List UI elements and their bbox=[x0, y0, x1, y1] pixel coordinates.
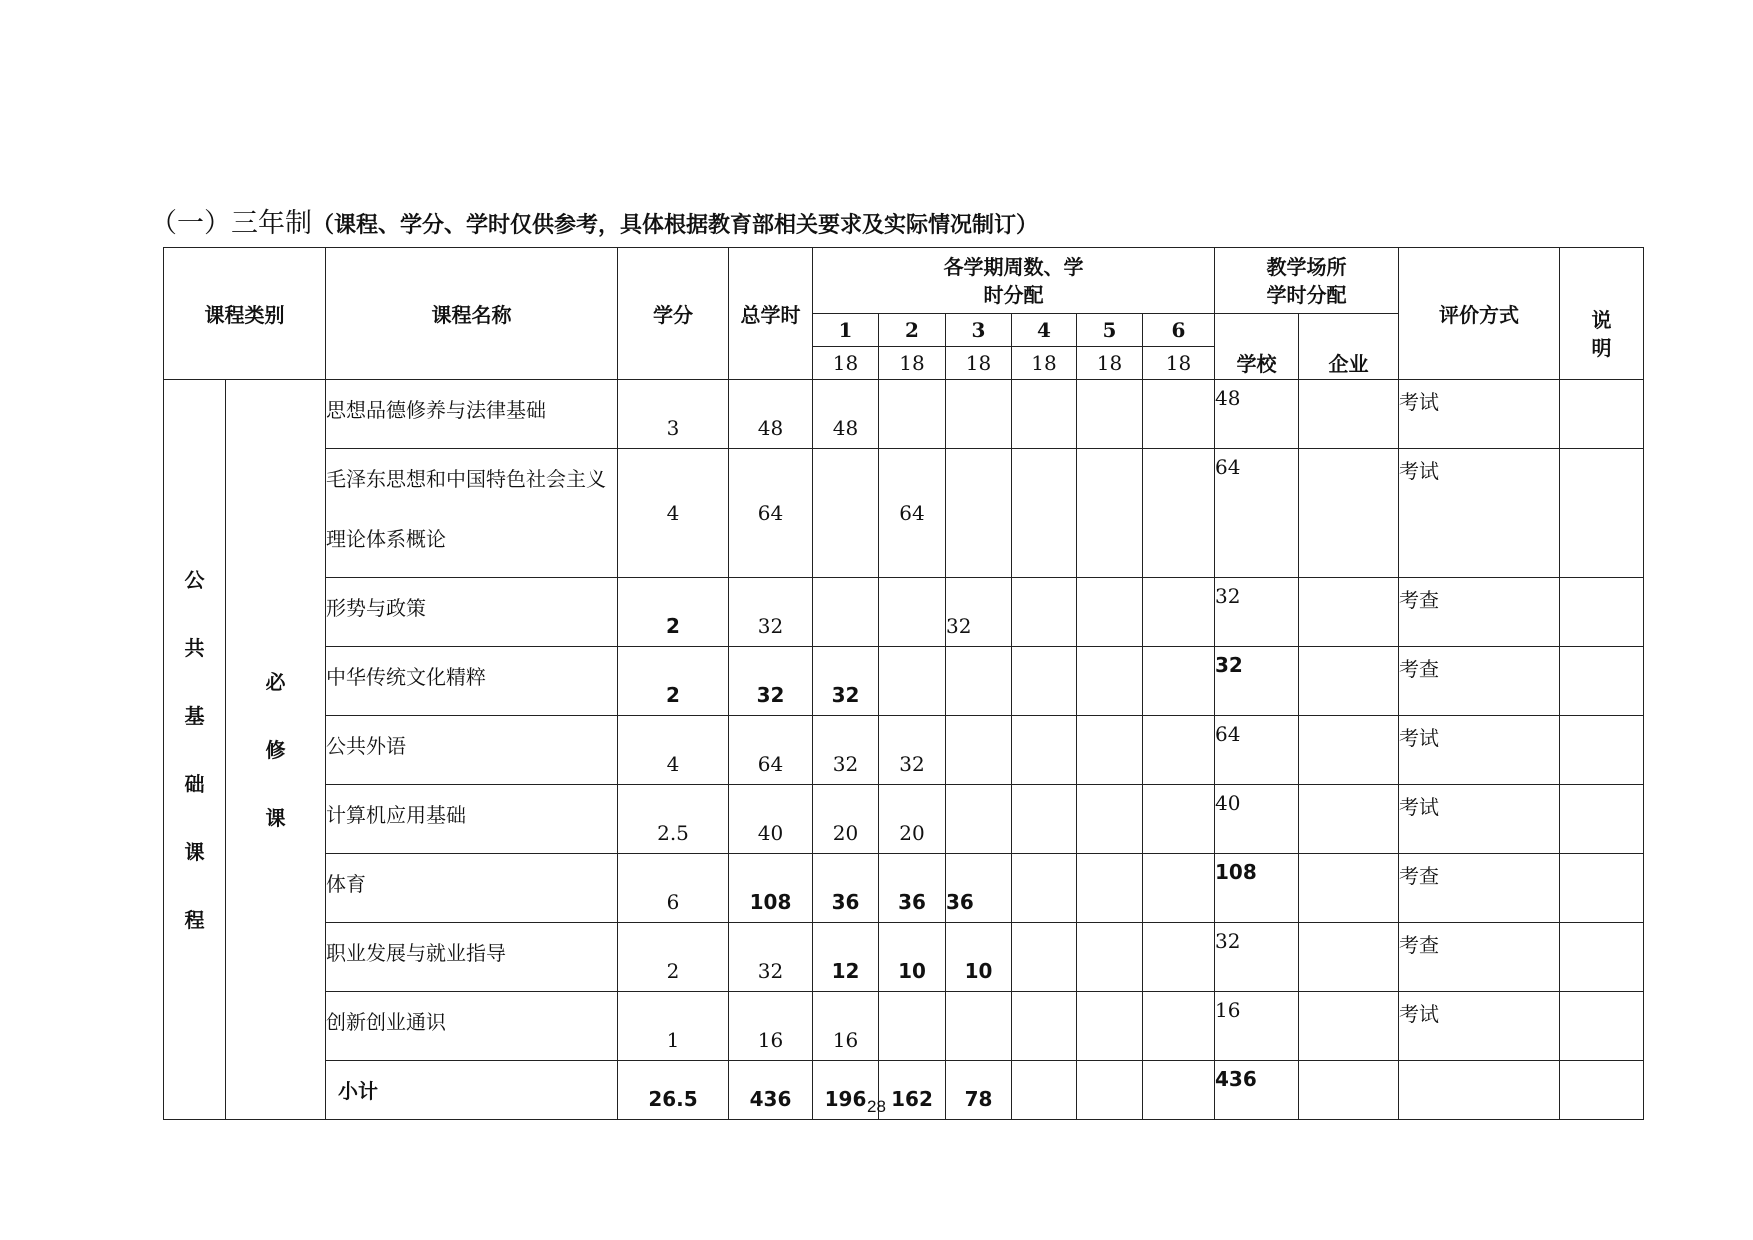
course-assessment: 考查 bbox=[1399, 578, 1560, 647]
course-semester-6 bbox=[1143, 992, 1215, 1061]
course-semester-5 bbox=[1077, 923, 1143, 992]
course-school-hours: 16 bbox=[1215, 992, 1299, 1061]
course-notes bbox=[1560, 785, 1644, 854]
course-semester-2: 36 bbox=[879, 854, 946, 923]
course-name: 思想品德修养与法律基础 bbox=[326, 380, 618, 449]
course-notes bbox=[1560, 578, 1644, 647]
course-semester-6 bbox=[1143, 923, 1215, 992]
header-weeks-6: 18 bbox=[1143, 347, 1215, 380]
course-semester-4 bbox=[1012, 578, 1077, 647]
subtotal-credits: 26.5 bbox=[618, 1061, 729, 1120]
course-notes bbox=[1560, 716, 1644, 785]
course-credits: 2 bbox=[618, 647, 729, 716]
header-notes bbox=[1560, 248, 1644, 380]
course-semester-3 bbox=[946, 992, 1012, 1061]
course-semester-2: 64 bbox=[879, 449, 946, 578]
course-semester-1: 16 bbox=[813, 992, 879, 1061]
curriculum-table bbox=[163, 247, 1644, 1120]
subtotal-hours: 436 bbox=[729, 1061, 813, 1120]
header-semester-1: 1 bbox=[813, 314, 879, 347]
course-notes bbox=[1560, 647, 1644, 716]
course-hours: 108 bbox=[729, 854, 813, 923]
header-weeks-5: 18 bbox=[1077, 347, 1143, 380]
course-semester-3 bbox=[946, 785, 1012, 854]
course-notes bbox=[1560, 923, 1644, 992]
section-heading bbox=[150, 206, 1038, 245]
course-hours: 16 bbox=[729, 992, 813, 1061]
course-notes bbox=[1560, 380, 1644, 449]
course-school-hours: 48 bbox=[1215, 380, 1299, 449]
course-credits: 3 bbox=[618, 380, 729, 449]
header-weeks-4: 18 bbox=[1012, 347, 1077, 380]
course-semester-6 bbox=[1143, 854, 1215, 923]
course-school-hours: 32 bbox=[1215, 578, 1299, 647]
header-credits: 学分 bbox=[618, 248, 729, 380]
course-semester-6 bbox=[1143, 380, 1215, 449]
course-semester-3 bbox=[946, 380, 1012, 449]
course-semester-1 bbox=[813, 449, 879, 578]
course-semester-3: 36 bbox=[946, 854, 1012, 923]
course-notes bbox=[1560, 992, 1644, 1061]
course-credits: 2 bbox=[618, 923, 729, 992]
course-semester-2: 20 bbox=[879, 785, 946, 854]
course-semester-2: 10 bbox=[879, 923, 946, 992]
course-semester-3 bbox=[946, 449, 1012, 578]
course-name: 体育 bbox=[326, 854, 618, 923]
course-semester-5 bbox=[1077, 449, 1143, 578]
section-heading-main: （一）三年制 bbox=[150, 208, 312, 239]
course-semester-1: 32 bbox=[813, 716, 879, 785]
course-semester-6 bbox=[1143, 785, 1215, 854]
header-venue-line1: 教学场所 bbox=[1266, 254, 1347, 279]
course-credits: 4 bbox=[618, 716, 729, 785]
course-semester-4 bbox=[1012, 992, 1077, 1061]
course-semester-1: 36 bbox=[813, 854, 879, 923]
course-school-hours: 108 bbox=[1215, 854, 1299, 923]
course-name: 形势与政策 bbox=[326, 578, 618, 647]
course-enterprise-hours bbox=[1299, 716, 1399, 785]
course-credits: 1 bbox=[618, 992, 729, 1061]
course-semester-3: 10 bbox=[946, 923, 1012, 992]
header-semester-6: 6 bbox=[1143, 314, 1215, 347]
course-enterprise-hours bbox=[1299, 923, 1399, 992]
course-semester-2 bbox=[879, 647, 946, 716]
course-semester-2 bbox=[879, 380, 946, 449]
course-credits: 6 bbox=[618, 854, 729, 923]
header-venue-line2: 学时分配 bbox=[1266, 282, 1347, 307]
course-credits: 4 bbox=[618, 449, 729, 578]
course-semester-5 bbox=[1077, 380, 1143, 449]
course-enterprise-hours bbox=[1299, 380, 1399, 449]
course-name: 毛泽东思想和中国特色社会主义理论体系概论 bbox=[326, 449, 618, 578]
header-weeks-1: 18 bbox=[813, 347, 879, 380]
course-hours: 32 bbox=[729, 923, 813, 992]
course-enterprise-hours bbox=[1299, 992, 1399, 1061]
course-school-hours: 64 bbox=[1215, 449, 1299, 578]
course-enterprise-hours bbox=[1299, 449, 1399, 578]
header-semester-line1: 各学期周数、学 bbox=[943, 254, 1084, 279]
course-semester-3: 32 bbox=[946, 578, 1012, 647]
header-venue-distribution bbox=[1215, 248, 1399, 314]
course-hours: 64 bbox=[729, 716, 813, 785]
course-assessment: 考试 bbox=[1399, 449, 1560, 578]
course-semester-5 bbox=[1077, 785, 1143, 854]
header-notes-line1: 说 bbox=[1591, 307, 1612, 332]
course-name: 职业发展与就业指导 bbox=[326, 923, 618, 992]
course-assessment: 考查 bbox=[1399, 923, 1560, 992]
course-semester-4 bbox=[1012, 716, 1077, 785]
course-hours: 32 bbox=[729, 647, 813, 716]
course-assessment: 考查 bbox=[1399, 854, 1560, 923]
course-hours: 40 bbox=[729, 785, 813, 854]
course-credits: 2 bbox=[618, 578, 729, 647]
course-semester-2 bbox=[879, 578, 946, 647]
subtotal-semester-2: 162 bbox=[879, 1061, 946, 1120]
header-semester-5: 5 bbox=[1077, 314, 1143, 347]
course-assessment: 考试 bbox=[1399, 380, 1560, 449]
subtotal-semester-3: 78 bbox=[946, 1061, 1012, 1120]
course-school-hours: 40 bbox=[1215, 785, 1299, 854]
course-semester-4 bbox=[1012, 854, 1077, 923]
course-semester-1 bbox=[813, 578, 879, 647]
course-semester-5 bbox=[1077, 647, 1143, 716]
course-semester-6 bbox=[1143, 578, 1215, 647]
course-hours: 32 bbox=[729, 578, 813, 647]
header-enterprise: 企业 bbox=[1299, 314, 1399, 380]
course-semester-5 bbox=[1077, 854, 1143, 923]
course-semester-4 bbox=[1012, 923, 1077, 992]
course-semester-3 bbox=[946, 716, 1012, 785]
header-assessment: 评价方式 bbox=[1399, 248, 1560, 380]
header-semester-4: 4 bbox=[1012, 314, 1077, 347]
course-school-hours: 64 bbox=[1215, 716, 1299, 785]
course-semester-2 bbox=[879, 992, 946, 1061]
course-assessment: 考试 bbox=[1399, 716, 1560, 785]
course-enterprise-hours bbox=[1299, 578, 1399, 647]
section-heading-note: （课程、学分、学时仅供参考，具体根据教育部相关要求及实际情况制订） bbox=[312, 213, 1039, 238]
course-semester-4 bbox=[1012, 380, 1077, 449]
course-assessment: 考查 bbox=[1399, 647, 1560, 716]
course-name: 创新创业通识 bbox=[326, 992, 618, 1061]
course-notes bbox=[1560, 449, 1644, 578]
course-hours: 48 bbox=[729, 380, 813, 449]
course-semester-6 bbox=[1143, 647, 1215, 716]
subcategory-required: 必 修 课 bbox=[226, 380, 326, 1120]
course-notes bbox=[1560, 854, 1644, 923]
header-total-hours: 总学时 bbox=[729, 248, 813, 380]
header-weeks-3: 18 bbox=[946, 347, 1012, 380]
course-semester-4 bbox=[1012, 449, 1077, 578]
course-semester-5 bbox=[1077, 992, 1143, 1061]
header-category: 课程类别 bbox=[164, 248, 326, 380]
course-semester-4 bbox=[1012, 647, 1077, 716]
header-semester-distribution bbox=[813, 248, 1215, 314]
course-school-hours: 32 bbox=[1215, 647, 1299, 716]
header-notes-line2: 明 bbox=[1591, 335, 1612, 360]
course-semester-3 bbox=[946, 647, 1012, 716]
page-number: 28 bbox=[867, 1097, 886, 1116]
course-enterprise-hours bbox=[1299, 647, 1399, 716]
course-assessment: 考试 bbox=[1399, 785, 1560, 854]
header-semester-3: 3 bbox=[946, 314, 1012, 347]
header-school: 学校 bbox=[1215, 314, 1299, 380]
course-enterprise-hours bbox=[1299, 854, 1399, 923]
course-semester-6 bbox=[1143, 716, 1215, 785]
course-semester-1: 12 bbox=[813, 923, 879, 992]
course-semester-1: 32 bbox=[813, 647, 879, 716]
category-public-foundation: 公 共 基 础 课 程 bbox=[164, 380, 226, 1120]
course-credits: 2.5 bbox=[618, 785, 729, 854]
course-name: 计算机应用基础 bbox=[326, 785, 618, 854]
course-semester-5 bbox=[1077, 716, 1143, 785]
header-semester-line2: 时分配 bbox=[983, 282, 1044, 307]
subtotal-school-hours: 436 bbox=[1215, 1061, 1299, 1120]
header-semester-2: 2 bbox=[879, 314, 946, 347]
course-semester-1: 20 bbox=[813, 785, 879, 854]
course-semester-4 bbox=[1012, 785, 1077, 854]
course-assessment: 考试 bbox=[1399, 992, 1560, 1061]
header-weeks-2: 18 bbox=[879, 347, 946, 380]
course-semester-1: 48 bbox=[813, 380, 879, 449]
course-school-hours: 32 bbox=[1215, 923, 1299, 992]
course-semester-2: 32 bbox=[879, 716, 946, 785]
course-enterprise-hours bbox=[1299, 785, 1399, 854]
subtotal-label: 小计 bbox=[326, 1061, 618, 1120]
course-name: 中华传统文化精粹 bbox=[326, 647, 618, 716]
course-semester-5 bbox=[1077, 578, 1143, 647]
subtotal-semester-1: 196 bbox=[813, 1061, 879, 1120]
course-hours: 64 bbox=[729, 449, 813, 578]
header-course-name: 课程名称 bbox=[326, 248, 618, 380]
course-name: 公共外语 bbox=[326, 716, 618, 785]
course-semester-6 bbox=[1143, 449, 1215, 578]
